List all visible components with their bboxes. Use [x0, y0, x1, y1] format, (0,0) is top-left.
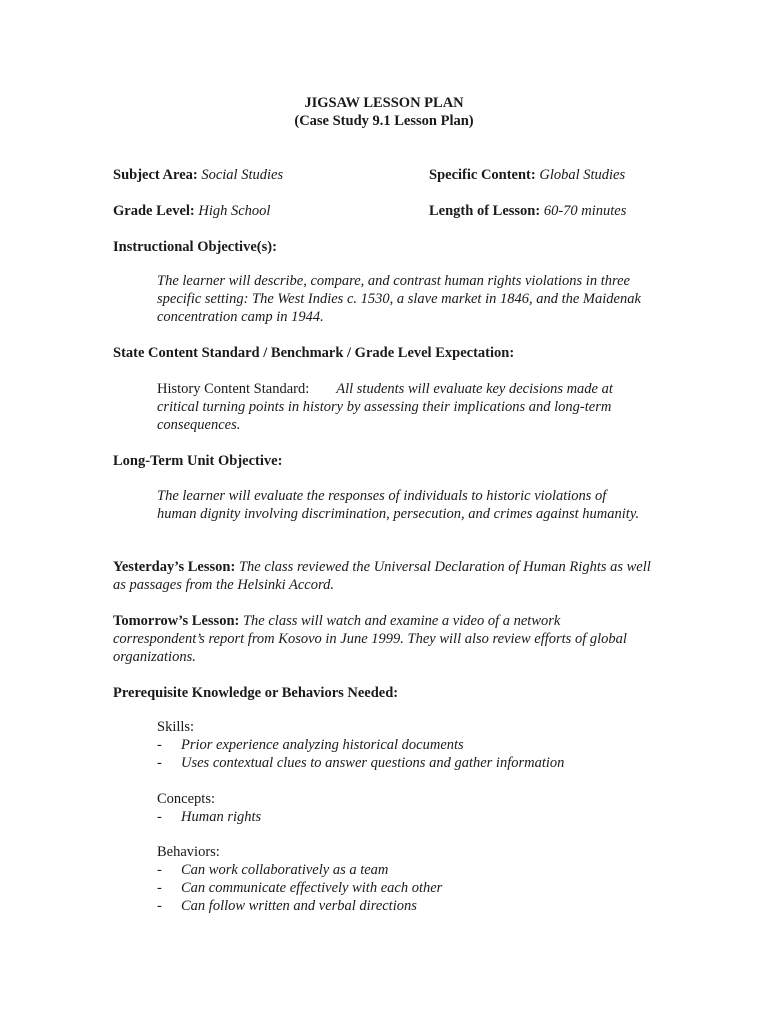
page-subtitle: (Case Study 9.1 Lesson Plan)	[294, 113, 474, 129]
bullet-dash: -	[157, 898, 162, 914]
list-item	[157, 897, 442, 915]
unit-objective-heading: Long-Term Unit Objective:	[113, 453, 283, 469]
tomorrow-lesson	[113, 612, 653, 666]
lesson-length-value: 60-70 minutes	[543, 203, 627, 219]
objective-heading: Instructional Objective(s):	[113, 239, 277, 255]
lesson-length-label: Length of Lesson:	[429, 203, 541, 219]
prerequisite-heading: Prerequisite Knowledge or Behaviors Needed:	[113, 685, 399, 701]
unit-objective-text: The learner will evaluate the responses of individuals to historic violations of human dignity involving discrimination, persecution, and crimes against humanity.	[157, 488, 640, 522]
list-item	[157, 736, 564, 754]
lesson-length-row	[429, 202, 626, 220]
specific-content-value: Global Studies	[539, 167, 626, 183]
standard-heading: State Content Standard / Benchmark / Grade Level Expectation:	[113, 345, 515, 361]
yesterday-text: The class reviewed the Universal Declaration of Human Rights as well as passages from the Helsinki Accord.	[113, 559, 651, 593]
behavior-item-text: Can communicate effectively with each other	[181, 880, 443, 896]
bullet-dash: -	[157, 862, 162, 878]
skill-item-text: Prior experience analyzing historical documents	[181, 737, 464, 753]
specific-content-label: Specific Content:	[429, 167, 536, 183]
skills-section	[157, 718, 564, 772]
concept-item-text: Human rights	[181, 809, 262, 825]
yesterday-label: Yesterday’s Lesson:	[113, 559, 236, 575]
behaviors-label: Behaviors:	[157, 844, 220, 860]
list-item	[157, 861, 442, 879]
grade-level-row	[113, 202, 270, 220]
grade-level-label: Grade Level:	[113, 203, 195, 219]
yesterday-lesson	[113, 558, 653, 594]
list-item	[157, 879, 442, 897]
specific-content-row	[429, 166, 625, 184]
bullet-dash: -	[157, 737, 162, 753]
behavior-item-text: Can work collaboratively as a team	[181, 862, 389, 878]
bullet-dash: -	[157, 880, 162, 896]
bullet-dash: -	[157, 755, 162, 771]
behaviors-section	[157, 843, 442, 915]
grade-level-value: High School	[198, 203, 271, 219]
list-item	[157, 808, 261, 826]
objective-text: The learner will describe, compare, and contrast human rights violations in three specific setting: The West Indies c. 1530, a slave market in 1846, and the Maidenak concentration camp in 1944.	[157, 273, 641, 325]
behavior-item-text: Can follow written and verbal directions	[181, 898, 417, 914]
list-item	[157, 754, 564, 772]
page-title: JIGSAW LESSON PLAN	[304, 95, 464, 111]
tomorrow-label: Tomorrow’s Lesson:	[113, 613, 240, 629]
skill-item-text: Uses contextual clues to answer questions and gather information	[181, 755, 565, 771]
skills-label: Skills:	[157, 719, 195, 735]
standard-label: History Content Standard:	[157, 381, 310, 397]
concepts-section	[157, 790, 261, 826]
bullet-dash: -	[157, 809, 162, 825]
subject-area-label: Subject Area:	[113, 167, 198, 183]
standard-block	[157, 380, 635, 434]
standard-text: All students will evaluate key decisions made at critical turning points in history by assessing their implications and long-term consequences.	[157, 381, 613, 433]
tomorrow-text: The class will watch and examine a video of a network correspondent’s report from Kosovo in June 1999. They will also review efforts of global organizations.	[113, 613, 627, 665]
subject-area-row	[113, 166, 283, 184]
concepts-label: Concepts:	[157, 791, 215, 807]
subject-area-value: Social Studies	[201, 167, 284, 183]
